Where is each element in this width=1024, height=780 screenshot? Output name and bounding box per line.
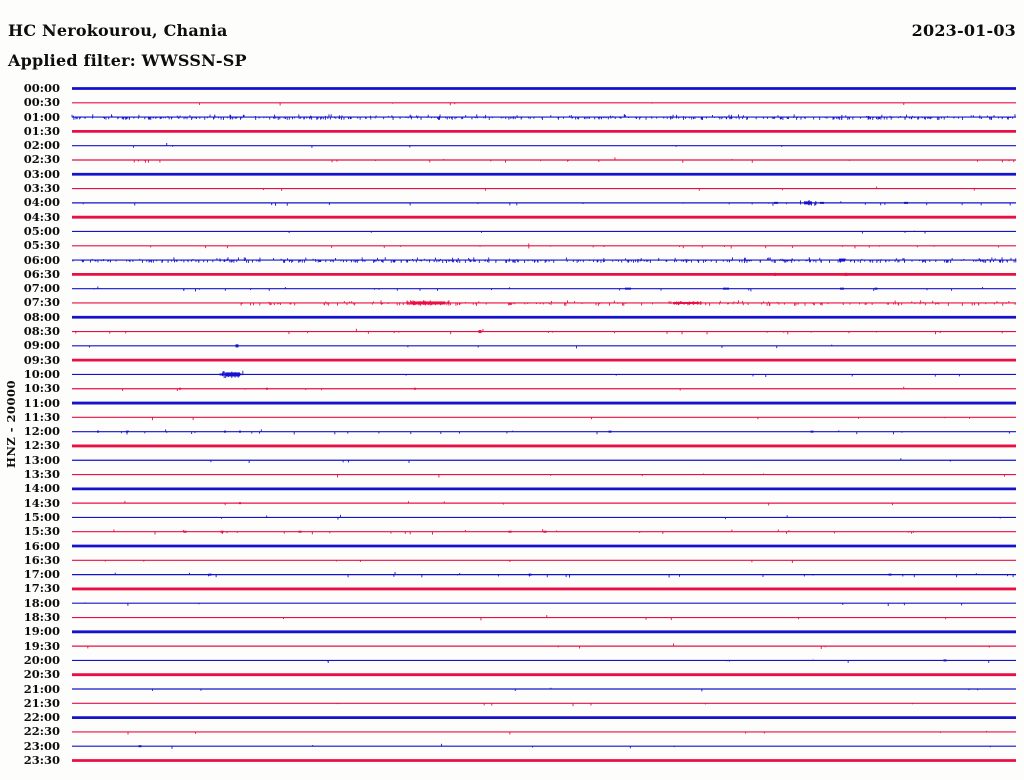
seismic-event-mark	[804, 201, 812, 204]
trace-row	[72, 200, 1016, 206]
seismic-event-mark	[299, 531, 302, 533]
time-label: 21:00	[23, 681, 60, 696]
time-label: 02:30	[23, 152, 60, 167]
time-label: 03:30	[23, 181, 60, 196]
trace-row	[72, 286, 1016, 291]
seismic-event-mark	[414, 388, 416, 390]
trace-row	[72, 560, 1016, 563]
seismic-event-mark	[224, 431, 226, 433]
time-label: 13:30	[23, 467, 60, 482]
trace-row	[72, 371, 1016, 378]
time-label: 23:30	[23, 752, 60, 767]
seismic-event-mark	[209, 574, 212, 576]
seismic-event-mark	[774, 273, 776, 276]
time-label: 15:00	[23, 509, 60, 524]
trace-row	[72, 273, 1016, 276]
time-label: 22:00	[23, 710, 60, 725]
trace-row	[72, 659, 1016, 663]
time-label: 11:00	[23, 395, 60, 410]
time-label: 13:00	[23, 452, 60, 467]
trace-row	[72, 731, 1016, 735]
time-label: 19:00	[23, 624, 60, 639]
time-label: 14:30	[23, 495, 60, 510]
trace-row	[72, 257, 1016, 263]
time-label: 07:00	[23, 281, 60, 296]
time-label: 05:00	[23, 223, 60, 238]
time-label: 00:30	[23, 95, 60, 110]
trace-row	[72, 515, 1016, 520]
time-label: 16:30	[23, 552, 60, 567]
seismic-event-mark	[609, 431, 612, 433]
seismic-event-mark	[889, 574, 892, 576]
seismic-event-mark	[875, 288, 878, 290]
seismic-event-mark	[266, 388, 268, 390]
time-label: 19:30	[23, 638, 60, 653]
time-label: 10:30	[23, 381, 60, 396]
trace-row	[72, 572, 1016, 577]
seismic-event-mark	[509, 531, 512, 533]
seismic-event-mark	[625, 288, 631, 290]
time-label: 05:30	[23, 238, 60, 253]
time-label: 03:00	[23, 166, 60, 181]
time-label: 06:00	[23, 252, 60, 267]
time-label: 14:00	[23, 481, 60, 496]
trace-row	[72, 157, 1016, 162]
plot-date: 2023-01-03	[911, 21, 1016, 40]
seismic-event-mark	[479, 330, 482, 333]
time-label: 00:00	[23, 81, 60, 95]
seismic-event-mark	[544, 531, 547, 533]
time-label: 17:30	[23, 581, 60, 596]
seismic-event-mark	[239, 431, 241, 433]
time-label: 01:30	[23, 123, 60, 138]
trace-row	[72, 329, 1016, 335]
trace-row	[72, 243, 1016, 248]
trace-row	[72, 344, 1016, 348]
seismic-event-mark	[820, 202, 824, 204]
trace-row	[72, 114, 1016, 120]
time-label: 23:00	[23, 738, 60, 753]
seismic-event-mark	[184, 531, 187, 533]
applied-filter-label: Applied filter: WWSSN-SP	[8, 51, 247, 70]
trace-row	[72, 417, 1016, 420]
trace-row	[72, 703, 1016, 706]
seismic-event-mark	[126, 431, 128, 433]
seismic-event-mark	[774, 202, 778, 204]
time-label: 16:00	[23, 538, 60, 553]
time-label: 09:30	[23, 352, 60, 367]
trace-row	[72, 187, 1016, 191]
trace-row	[72, 501, 1016, 505]
trace-row	[72, 643, 1016, 649]
time-label: 04:30	[23, 209, 60, 224]
time-label: 12:00	[23, 424, 60, 439]
trace-row	[72, 103, 1016, 106]
time-label: 10:00	[23, 366, 60, 381]
time-label: 21:30	[23, 695, 60, 710]
time-label: 18:00	[23, 595, 60, 610]
time-label: 17:00	[23, 567, 60, 582]
seismic-event-mark	[139, 745, 142, 747]
trace-row	[72, 429, 1016, 434]
seismic-event-mark	[97, 431, 99, 433]
trace-row	[72, 615, 1016, 620]
trace-row	[72, 143, 1016, 148]
trace-row	[72, 602, 1016, 606]
trace-row	[72, 387, 1016, 391]
time-label: 01:00	[23, 109, 60, 124]
seismic-event-mark	[236, 344, 239, 347]
seismic-event-mark	[904, 202, 908, 204]
trace-row	[72, 300, 1016, 306]
trace-row	[72, 688, 1016, 692]
time-label: 20:30	[23, 667, 60, 682]
seismic-event-mark	[220, 373, 223, 375]
time-label: 07:30	[23, 295, 60, 310]
time-label: 04:00	[23, 195, 60, 210]
time-label: 22:30	[23, 724, 60, 739]
time-label: 06:30	[23, 266, 60, 281]
time-label: 15:30	[23, 524, 60, 539]
trace-row	[72, 744, 1016, 749]
time-label: 12:30	[23, 438, 60, 453]
time-label: 02:00	[23, 138, 60, 153]
seismic-event-mark	[811, 431, 814, 433]
seismic-event-mark	[529, 574, 532, 576]
time-label: 08:30	[23, 324, 60, 339]
station-title: HC Nerokourou, Chania	[8, 21, 228, 40]
seismic-event-mark	[944, 659, 947, 661]
trace-row	[72, 529, 1016, 535]
time-label: 20:00	[23, 652, 60, 667]
time-label: 08:00	[23, 309, 60, 324]
seismic-event-mark	[840, 288, 844, 290]
seismic-event-mark	[221, 531, 224, 533]
time-label: 09:00	[23, 338, 60, 353]
seismic-event-mark	[179, 388, 181, 390]
seismic-event-mark	[845, 273, 848, 276]
seismic-event-mark	[723, 288, 729, 290]
trace-row	[72, 231, 1016, 234]
trace-row	[72, 474, 1016, 478]
time-label: 11:30	[23, 409, 60, 424]
time-label: 18:30	[23, 610, 60, 625]
seismic-event-mark	[839, 259, 845, 262]
seismic-event-mark	[239, 502, 241, 504]
channel-scale-label: HNZ - 20000	[4, 379, 18, 469]
trace-row	[72, 458, 1016, 463]
